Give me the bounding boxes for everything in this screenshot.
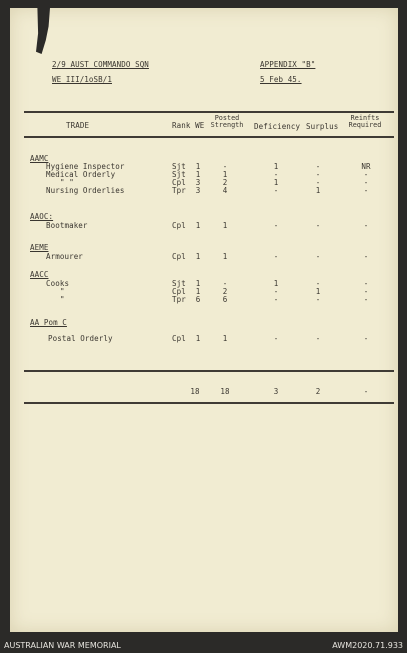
we-cell: 1	[195, 334, 201, 343]
header-bottom-rule	[24, 136, 394, 138]
trade-cell: Cooks	[46, 279, 70, 288]
appendix-label: APPENDIX "B"	[260, 60, 316, 69]
rank-cell: Cpl	[172, 252, 186, 261]
totals-bottom-rule	[24, 402, 394, 404]
header-posted-strength: Posted Strength	[210, 114, 244, 129]
surplus-cell: 1	[315, 186, 321, 195]
posted-cell: 1	[222, 170, 228, 179]
we-cell: 1	[195, 221, 201, 230]
surplus-cell: 1	[315, 287, 321, 296]
surplus-cell: -	[315, 178, 321, 187]
trade-cell: Armourer	[46, 252, 83, 261]
surplus-cell: -	[315, 221, 321, 230]
reinfts-cell: -	[363, 178, 369, 187]
reinfts-cell: -	[363, 221, 369, 230]
total-deficiency: 3	[273, 387, 279, 396]
archive-accession-number: AWM2020.71.933	[332, 641, 403, 650]
deficiency-cell: -	[273, 170, 279, 179]
posted-cell: 1	[222, 221, 228, 230]
header-rank-we: Rank WE	[172, 121, 205, 130]
posted-cell: -	[222, 279, 228, 288]
surplus-cell: -	[315, 170, 321, 179]
deficiency-cell: -	[273, 252, 279, 261]
we-cell: 1	[195, 287, 201, 296]
surplus-cell: -	[315, 334, 321, 343]
rank-cell: Sjt	[172, 170, 186, 179]
corps-heading: AAOC:	[30, 212, 54, 221]
trade-cell: Hygiene Inspector	[46, 162, 125, 171]
reinfts-cell: NR	[361, 162, 371, 171]
rank-cell: Cpl	[172, 221, 186, 230]
rank-cell: Cpl	[172, 178, 186, 187]
unit-name: 2/9 AUST COMMANDO SQN	[52, 60, 149, 69]
trade-cell: Nursing Orderlies	[46, 186, 125, 195]
reinfts-cell: -	[363, 279, 369, 288]
totals-top-rule	[24, 370, 394, 372]
deficiency-cell: -	[273, 186, 279, 195]
header-deficiency: Deficiency	[254, 122, 301, 131]
surplus-cell: -	[315, 279, 321, 288]
rank-cell: Sjt	[172, 162, 186, 171]
we-cell: 1	[195, 162, 201, 171]
total-posted: 18	[220, 387, 230, 396]
reinfts-cell: -	[363, 170, 369, 179]
reinfts-cell: -	[363, 252, 369, 261]
trade-cell: Postal Orderly	[48, 334, 113, 343]
archive-name: AUSTRALIAN WAR MEMORIAL	[4, 641, 121, 650]
we-cell: 1	[195, 170, 201, 179]
posted-cell: 2	[222, 287, 228, 296]
trade-cell: Bootmaker	[46, 221, 88, 230]
deficiency-cell: 1	[273, 279, 279, 288]
corps-heading: AAMC	[30, 154, 49, 163]
deficiency-cell: 1	[273, 178, 279, 187]
rank-cell: Cpl	[172, 287, 186, 296]
header-trade: TRADE	[66, 121, 90, 130]
reference-number: WE III/1oSB/1	[52, 75, 112, 84]
header-reinfts-required: Reinfts Required	[348, 114, 382, 129]
we-cell: 1	[195, 252, 201, 261]
table-top-rule	[24, 111, 394, 113]
reinfts-cell: -	[363, 287, 369, 296]
corps-heading: AA Pom C	[30, 318, 67, 327]
we-cell: 3	[195, 178, 201, 187]
posted-cell: 6	[222, 295, 228, 304]
reinfts-cell: -	[363, 295, 369, 304]
reinfts-cell: -	[363, 186, 369, 195]
deficiency-cell: -	[273, 287, 279, 296]
deficiency-cell: 1	[273, 162, 279, 171]
trade-cell: "	[60, 287, 65, 296]
corps-heading: AEME	[30, 243, 49, 252]
we-cell: 1	[195, 279, 201, 288]
corps-heading: AACC	[30, 270, 49, 279]
trade-cell: "	[60, 295, 65, 304]
document-page	[10, 8, 398, 632]
we-cell: 6	[195, 295, 201, 304]
archive-footer	[0, 638, 407, 653]
rank-cell: Sjt	[172, 279, 186, 288]
rank-cell: Cpl	[172, 334, 186, 343]
trade-cell: Medical Orderly	[46, 170, 116, 179]
surplus-cell: -	[315, 295, 321, 304]
total-surplus: 2	[315, 387, 321, 396]
we-cell: 3	[195, 186, 201, 195]
surplus-cell: -	[315, 162, 321, 171]
trade-cell: " "	[60, 178, 74, 187]
total-we: 18	[190, 387, 200, 396]
posted-cell: 2	[222, 178, 228, 187]
posted-cell: 4	[222, 186, 228, 195]
header-surplus: Surplus	[306, 122, 339, 131]
posted-cell: 1	[222, 252, 228, 261]
rank-cell: Tpr	[172, 186, 186, 195]
deficiency-cell: -	[273, 334, 279, 343]
reinfts-cell: -	[363, 334, 369, 343]
posted-cell: -	[222, 162, 228, 171]
total-reinfts: -	[363, 387, 369, 396]
deficiency-cell: -	[273, 221, 279, 230]
document-date: 5 Feb 45.	[260, 75, 302, 84]
surplus-cell: -	[315, 252, 321, 261]
posted-cell: 1	[222, 334, 228, 343]
deficiency-cell: -	[273, 295, 279, 304]
rank-cell: Tpr	[172, 295, 186, 304]
